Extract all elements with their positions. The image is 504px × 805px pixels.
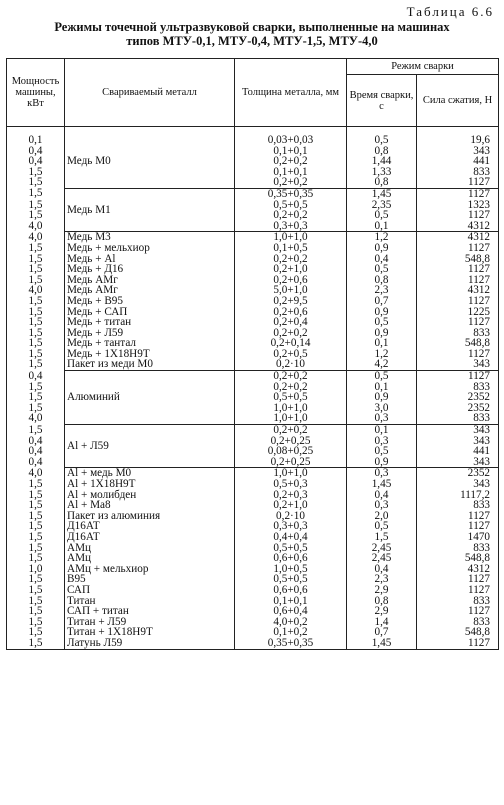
force-cell: 833 (417, 596, 499, 607)
table-row (7, 371, 499, 382)
thickness-cell: 1,0+0,5 (235, 564, 347, 575)
power-cell: 1,5 (7, 338, 65, 349)
force-cell: 833 (417, 167, 499, 178)
power-cell: 1,5 (7, 177, 65, 188)
metal-cell: Медь + Д16 (65, 264, 235, 275)
force-cell: 2352 (417, 403, 499, 414)
metal-cell: САП (65, 585, 235, 596)
thickness-cell: 0,5+0,3 (235, 479, 347, 490)
metal-cell: Медь М3 (65, 232, 235, 243)
power-cell: 1,5 (7, 349, 65, 360)
time-cell: 0,8 (347, 275, 417, 286)
force-cell: 2352 (417, 392, 499, 403)
force-cell: 343 (417, 457, 499, 468)
force-cell: 833 (417, 500, 499, 511)
thickness-cell: 0,2+0,2 (235, 177, 347, 188)
power-cell: 1,5 (7, 317, 65, 328)
time-cell: 0,5 (347, 210, 417, 221)
force-cell: 4312 (417, 232, 499, 243)
thickness-cell: 0,2+1,0 (235, 264, 347, 275)
time-cell: 2,9 (347, 606, 417, 617)
power-cell: 1,5 (7, 307, 65, 318)
metal-cell: Пакет из алюминия (65, 511, 235, 522)
power-cell: 1,5 (7, 606, 65, 617)
table-row (7, 296, 499, 307)
table-title (10, 20, 494, 48)
time-cell: 0,5 (347, 135, 417, 146)
metal-cell: Титан + 1Х18Н9Т (65, 627, 235, 638)
power-cell: 0,4 (7, 371, 65, 382)
spacer-row (7, 127, 499, 136)
force-cell: 1127 (417, 188, 499, 199)
power-cell: 1,5 (7, 200, 65, 211)
time-cell: 0,8 (347, 596, 417, 607)
metal-cell: Медь + Al (65, 254, 235, 265)
thickness-cell: 0,5+0,5 (235, 392, 347, 403)
power-cell: 1,5 (7, 296, 65, 307)
thickness-cell: 0,2+0,14 (235, 338, 347, 349)
thickness-cell: 0,2·10 (235, 359, 347, 370)
thickness-cell: 4,0+0,2 (235, 617, 347, 628)
metal-group-label: Медь М0 (65, 135, 235, 188)
title-line-2: типов МТУ-0,1, МТУ-0,4, МТУ-1,5, МТУ-4,0 (126, 34, 378, 48)
force-cell: 1127 (417, 585, 499, 596)
force-cell: 1127 (417, 371, 499, 382)
time-cell: 1,45 (347, 188, 417, 199)
time-cell: 0,5 (347, 317, 417, 328)
power-cell: 0,1 (7, 135, 65, 146)
force-cell: 1127 (417, 264, 499, 275)
force-cell: 1127 (417, 521, 499, 532)
header-metal: Свариваемый металл (65, 59, 235, 127)
power-cell: 1,5 (7, 543, 65, 554)
table-row (7, 135, 499, 146)
force-cell: 833 (417, 617, 499, 628)
power-cell: 1,5 (7, 425, 65, 436)
force-cell: 1127 (417, 177, 499, 188)
metal-group-label: Al + Л59 (65, 425, 235, 468)
time-cell: 0,4 (347, 490, 417, 501)
force-cell: 548,8 (417, 553, 499, 564)
force-cell: 343 (417, 425, 499, 436)
time-cell: 1,2 (347, 349, 417, 360)
welding-modes-table (6, 58, 499, 650)
power-cell: 0,4 (7, 156, 65, 167)
force-cell: 441 (417, 446, 499, 457)
header-thickness: Толщина металла, мм (235, 59, 347, 127)
power-cell: 1,5 (7, 275, 65, 286)
thickness-cell: 0,2+0,2 (235, 254, 347, 265)
force-cell: 833 (417, 413, 499, 424)
force-cell: 1127 (417, 606, 499, 617)
thickness-cell: 0,5+0,5 (235, 543, 347, 554)
table-row (7, 585, 499, 596)
time-cell: 2,0 (347, 511, 417, 522)
force-cell: 343 (417, 146, 499, 157)
power-cell: 0,4 (7, 146, 65, 157)
time-cell: 0,3 (347, 436, 417, 447)
power-cell: 4,0 (7, 413, 65, 424)
force-cell: 343 (417, 436, 499, 447)
force-cell: 1323 (417, 200, 499, 211)
power-cell: 0,4 (7, 457, 65, 468)
metal-cell: Титан + Л59 (65, 617, 235, 628)
time-cell: 2,9 (347, 585, 417, 596)
time-cell: 1,33 (347, 167, 417, 178)
table-row (7, 243, 499, 254)
force-cell: 833 (417, 328, 499, 339)
power-cell: 1,5 (7, 574, 65, 585)
thickness-cell: 0,5+0,5 (235, 574, 347, 585)
time-cell: 0,9 (347, 243, 417, 254)
thickness-cell: 0,08+0,25 (235, 446, 347, 457)
metal-cell: Медь + мельхиор (65, 243, 235, 254)
time-cell: 0,3 (347, 500, 417, 511)
power-cell: 1,0 (7, 564, 65, 575)
force-cell: 1127 (417, 511, 499, 522)
force-cell: 1127 (417, 349, 499, 360)
power-cell: 1,5 (7, 479, 65, 490)
power-cell: 4,0 (7, 221, 65, 232)
header-time: Время сварки, с (347, 75, 417, 127)
thickness-cell: 0,6+0,6 (235, 553, 347, 564)
thickness-cell: 0,1+0,5 (235, 243, 347, 254)
metal-cell: Д16АТ (65, 532, 235, 543)
force-cell: 343 (417, 479, 499, 490)
thickness-cell: 0,2+0,2 (235, 382, 347, 393)
metal-group-label: Алюминий (65, 371, 235, 425)
power-cell: 1,5 (7, 403, 65, 414)
power-cell: 1,5 (7, 328, 65, 339)
time-cell: 1,2 (347, 232, 417, 243)
force-cell: 833 (417, 543, 499, 554)
thickness-cell: 0,2+0,6 (235, 275, 347, 286)
thickness-cell: 5,0+1,0 (235, 285, 347, 296)
header-mode: Режим сварки (347, 59, 499, 75)
force-cell: 343 (417, 359, 499, 370)
time-cell: 3,0 (347, 403, 417, 414)
metal-cell: Медь + 1Х18Н9Т (65, 349, 235, 360)
time-cell: 0,9 (347, 307, 417, 318)
force-cell: 1127 (417, 210, 499, 221)
metal-cell: АМц (65, 543, 235, 554)
time-cell: 0,3 (347, 413, 417, 424)
time-cell: 2,3 (347, 285, 417, 296)
time-cell: 0,5 (347, 264, 417, 275)
force-cell: 1127 (417, 638, 499, 649)
power-cell: 4,0 (7, 232, 65, 243)
time-cell: 0,4 (347, 564, 417, 575)
force-cell: 1225 (417, 307, 499, 318)
thickness-cell: 1,0+1,0 (235, 232, 347, 243)
time-cell: 1,45 (347, 638, 417, 649)
power-cell: 1,5 (7, 627, 65, 638)
time-cell: 0,5 (347, 521, 417, 532)
thickness-cell: 0,4+0,4 (235, 532, 347, 543)
time-cell: 0,5 (347, 446, 417, 457)
force-cell: 548,8 (417, 627, 499, 638)
table-row (7, 425, 499, 436)
power-cell: 1,5 (7, 392, 65, 403)
metal-cell: Медь + тантал (65, 338, 235, 349)
time-cell: 2,3 (347, 574, 417, 585)
power-cell: 1,5 (7, 511, 65, 522)
force-cell: 441 (417, 156, 499, 167)
power-cell: 4,0 (7, 468, 65, 479)
time-cell: 0,1 (347, 338, 417, 349)
thickness-cell: 0,35+0,35 (235, 188, 347, 199)
metal-cell: Медь + титан (65, 317, 235, 328)
force-cell: 2352 (417, 468, 499, 479)
metal-cell: В95 (65, 574, 235, 585)
thickness-cell: 0,1+0,1 (235, 167, 347, 178)
force-cell: 4312 (417, 221, 499, 232)
metal-cell: Медь АМг (65, 275, 235, 286)
metal-cell: Медь АМг (65, 285, 235, 296)
table-header (7, 59, 499, 127)
header-force: Сила сжатия, Н (417, 75, 499, 127)
power-cell: 0,4 (7, 446, 65, 457)
thickness-cell: 0,2+9,5 (235, 296, 347, 307)
power-cell: 1,5 (7, 254, 65, 265)
table-row (7, 359, 499, 370)
thickness-cell: 1,0+1,0 (235, 413, 347, 424)
metal-cell: Al + 1Х18Н9Т (65, 479, 235, 490)
table-row (7, 532, 499, 543)
time-cell: 0,8 (347, 146, 417, 157)
time-cell: 2,45 (347, 553, 417, 564)
metal-cell: Al + Ма8 (65, 500, 235, 511)
force-cell: 1117,2 (417, 490, 499, 501)
thickness-cell: 0,2+0,25 (235, 457, 347, 468)
table-number: Таблица 6.6 (406, 4, 494, 19)
thickness-cell: 1,0+1,0 (235, 468, 347, 479)
thickness-cell: 0,2+1,0 (235, 500, 347, 511)
thickness-cell: 0,2+0,2 (235, 371, 347, 382)
force-cell: 1127 (417, 296, 499, 307)
metal-cell: Al + медь М0 (65, 468, 235, 479)
thickness-cell: 0,2+0,2 (235, 425, 347, 436)
thickness-cell: 0,3+0,3 (235, 521, 347, 532)
metal-cell: Титан (65, 596, 235, 607)
force-cell: 548,8 (417, 254, 499, 265)
time-cell: 0,9 (347, 457, 417, 468)
power-cell: 1,5 (7, 585, 65, 596)
thickness-cell: 0,2+0,4 (235, 317, 347, 328)
time-cell: 1,44 (347, 156, 417, 167)
power-cell: 1,5 (7, 264, 65, 275)
metal-cell: Al + молибден (65, 490, 235, 501)
thickness-cell: 0,2+0,6 (235, 307, 347, 318)
metal-cell: САП + титан (65, 606, 235, 617)
time-cell: 0,4 (347, 254, 417, 265)
power-cell: 0,4 (7, 436, 65, 447)
thickness-cell: 0,2+0,2 (235, 156, 347, 167)
power-cell: 1,5 (7, 243, 65, 254)
time-cell: 0,1 (347, 425, 417, 436)
thickness-cell: 0,2+0,2 (235, 328, 347, 339)
thickness-cell: 0,2+0,25 (235, 436, 347, 447)
time-cell: 0,1 (347, 382, 417, 393)
thickness-cell: 0,2+0,5 (235, 349, 347, 360)
thickness-cell: 0,2+0,3 (235, 490, 347, 501)
power-cell: 1,5 (7, 167, 65, 178)
force-cell: 833 (417, 382, 499, 393)
thickness-cell: 0,1+0,1 (235, 596, 347, 607)
thickness-cell: 0,6+0,6 (235, 585, 347, 596)
power-cell: 1,5 (7, 188, 65, 199)
force-cell: 548,8 (417, 338, 499, 349)
power-cell: 1,5 (7, 638, 65, 649)
power-cell: 1,5 (7, 490, 65, 501)
metal-cell: Медь + В95 (65, 296, 235, 307)
power-cell: 1,5 (7, 521, 65, 532)
time-cell: 0,8 (347, 177, 417, 188)
time-cell: 0,3 (347, 468, 417, 479)
time-cell: 2,45 (347, 543, 417, 554)
thickness-cell: 0,2+0,2 (235, 210, 347, 221)
force-cell: 19,6 (417, 135, 499, 146)
title-line-1: Режимы точечной ультразвуковой сварки, выполненные на машинах (54, 20, 450, 34)
spacer-cell (65, 127, 235, 136)
table-row (7, 479, 499, 490)
force-cell: 1127 (417, 275, 499, 286)
metal-cell: АМц (65, 553, 235, 564)
force-cell: 4312 (417, 285, 499, 296)
thickness-cell: 0,2·10 (235, 511, 347, 522)
power-cell: 1,5 (7, 617, 65, 628)
force-cell: 1127 (417, 317, 499, 328)
thickness-cell: 0,1+0,2 (235, 627, 347, 638)
force-cell: 4312 (417, 564, 499, 575)
time-cell: 0,7 (347, 296, 417, 307)
power-cell: 1,5 (7, 553, 65, 564)
power-cell: 1,5 (7, 359, 65, 370)
metal-cell: Пакет из меди М0 (65, 359, 235, 370)
table-row (7, 638, 499, 649)
power-cell: 1,5 (7, 382, 65, 393)
thickness-cell: 0,1+0,1 (235, 146, 347, 157)
metal-cell: Медь + Л59 (65, 328, 235, 339)
time-cell: 2,35 (347, 200, 417, 211)
power-cell: 1,5 (7, 596, 65, 607)
time-cell: 1,4 (347, 617, 417, 628)
thickness-cell: 0,03+0,03 (235, 135, 347, 146)
time-cell: 0,7 (347, 627, 417, 638)
time-cell: 0,9 (347, 392, 417, 403)
metal-cell: Медь + САП (65, 307, 235, 318)
metal-cell: АМц + мельхиор (65, 564, 235, 575)
time-cell: 0,1 (347, 221, 417, 232)
thickness-cell: 0,35+0,35 (235, 638, 347, 649)
time-cell: 4,2 (347, 359, 417, 370)
metal-group-label: Медь М1 (65, 188, 235, 231)
power-cell: 1,5 (7, 532, 65, 543)
thickness-cell: 0,6+0,4 (235, 606, 347, 617)
table-body (7, 127, 499, 650)
power-cell: 1,5 (7, 500, 65, 511)
metal-cell: Латунь Л59 (65, 638, 235, 649)
force-cell: 1127 (417, 574, 499, 585)
thickness-cell: 1,0+1,0 (235, 403, 347, 414)
metal-cell: Д16АТ (65, 521, 235, 532)
time-cell: 1,45 (347, 479, 417, 490)
time-cell: 0,5 (347, 371, 417, 382)
power-cell: 1,5 (7, 210, 65, 221)
power-cell: 4,0 (7, 285, 65, 296)
force-cell: 1470 (417, 532, 499, 543)
thickness-cell: 0,3+0,3 (235, 221, 347, 232)
time-cell: 1,5 (347, 532, 417, 543)
thickness-cell: 0,5+0,5 (235, 200, 347, 211)
force-cell: 1127 (417, 243, 499, 254)
time-cell: 0,9 (347, 328, 417, 339)
header-power: Мощность машины, кВт (7, 59, 65, 127)
table-row (7, 188, 499, 199)
